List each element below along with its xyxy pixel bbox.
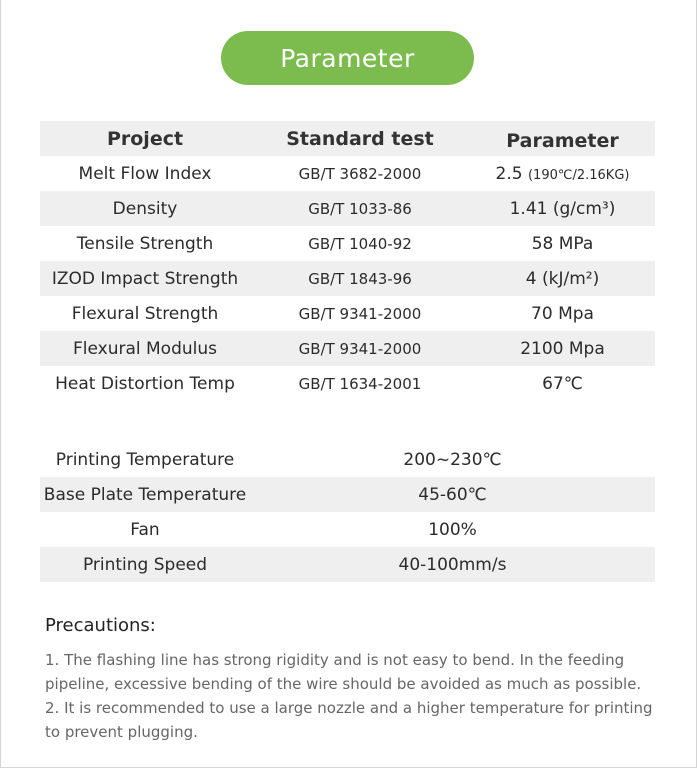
table-row — [40, 366, 655, 401]
standard-cell: GB/T 9341-2000 — [298, 304, 422, 323]
print-value: 45-60℃ — [418, 484, 487, 505]
parameter-table — [40, 121, 655, 401]
print-value: 200~230℃ — [403, 449, 502, 470]
value-cell: 58 MPa — [531, 233, 594, 254]
print-value: 40-100mm/s — [398, 554, 507, 575]
table-row — [40, 477, 655, 512]
standard-cell: GB/T 1040-92 — [308, 234, 412, 253]
value-cell: 67℃ — [542, 373, 583, 394]
header-parameter: Parameter — [506, 129, 619, 152]
value-cell: 1.41 (g/cm³) — [509, 198, 616, 219]
standard-cell: GB/T 1843-96 — [308, 269, 412, 288]
project-cell: Density — [112, 198, 178, 219]
table-row — [40, 331, 655, 366]
table-row — [40, 156, 655, 191]
table-row — [40, 547, 655, 582]
value-cell: 70 Mpa — [531, 303, 594, 324]
printing-table — [40, 442, 655, 582]
standard-cell: GB/T 1634-2001 — [298, 374, 422, 393]
table-row — [40, 442, 655, 477]
precautions-list — [45, 648, 655, 744]
standard-cell: GB/T 9341-2000 — [298, 339, 422, 358]
project-cell: Melt Flow Index — [78, 163, 212, 184]
precautions-title: Precautions: — [45, 615, 156, 636]
print-label: Base Plate Temperature — [43, 484, 247, 505]
header-project: Project — [106, 127, 184, 150]
table-row — [40, 226, 655, 261]
standard-cell: GB/T 3682-2000 — [298, 164, 422, 183]
table-row — [40, 261, 655, 296]
table-header-row — [40, 121, 655, 156]
value-cell: 4 (kJ/m²) — [525, 268, 600, 289]
print-label: Printing Temperature — [55, 449, 235, 470]
precaution-item: 1. The flashing line has strong rigidity and is not easy to bend. In the feeding pipeline, excessive bending of the wire should be avoided as much as possible. — [45, 651, 642, 693]
project-cell: Heat Distortion Temp — [55, 373, 235, 394]
value-cell — [470, 164, 655, 184]
standard-cell: GB/T 1033-86 — [308, 199, 412, 218]
print-label: Fan — [130, 519, 160, 540]
value-text: 2.5 — [495, 163, 523, 184]
project-cell: Tensile Strength — [76, 233, 214, 254]
table-row — [40, 512, 655, 547]
project-cell: Flexural Strength — [71, 303, 219, 324]
value-note: (190℃/2.16KG) — [527, 167, 630, 183]
project-cell: Flexural Modulus — [72, 338, 218, 359]
print-value: 100% — [428, 519, 477, 540]
precaution-item: 2. It is recommended to use a large nozzle and a higher temperature for printing to prevent plugging. — [45, 699, 653, 741]
table-row — [40, 296, 655, 331]
header-standard-test: Standard test — [286, 127, 434, 150]
table-row — [40, 191, 655, 226]
precautions-section — [45, 615, 655, 744]
value-cell: 2100 Mpa — [520, 338, 605, 359]
page-title: Parameter — [221, 31, 474, 85]
print-label: Printing Speed — [82, 554, 208, 575]
project-cell: IZOD Impact Strength — [51, 268, 239, 289]
